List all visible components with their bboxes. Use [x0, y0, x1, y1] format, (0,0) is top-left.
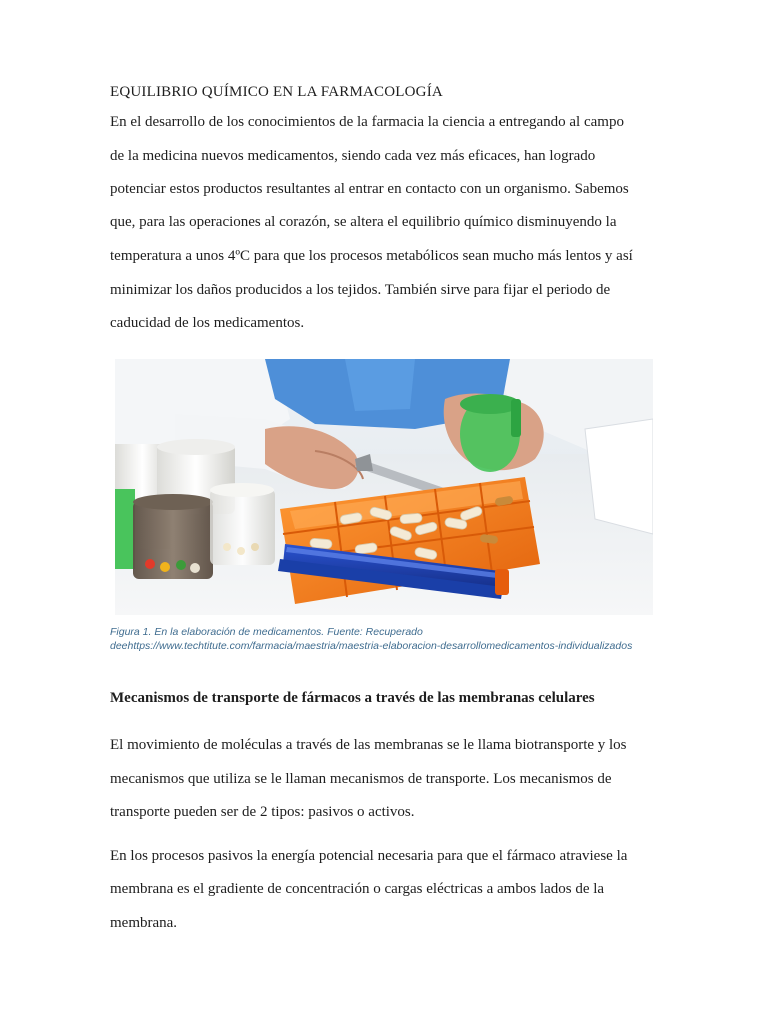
paragraph-line: caducidad de los medicamentos. [110, 315, 305, 331]
paragraph-line: potenciar estos productos resultantes al entrar en contacto con un organismo. Sabemos [110, 181, 629, 197]
paragraph-line: membrana es el gradiente de concentración o cargas eléctricas a ambos lados de la [110, 881, 605, 897]
caption-link[interactable]: deehttps://www.techtitute.com/farmacia/maestria/maestria-elaboracion-desarrollomedicamentos-individualizados [110, 640, 633, 652]
caption-line: Figura 1. En la elaboración de medicamentos. Fuente: Recuperado [110, 626, 423, 638]
paragraph-line: minimizar los daños producidos a los tejidos. También sirve para fijar el periodo de [110, 282, 611, 298]
paragraph-line: En los procesos pasivos la energía potencial necesaria para que el fármaco atraviese la [110, 848, 628, 864]
paragraph-line: En el desarrollo de los conocimientos de la farmacia la ciencia a entregando al campo [110, 114, 624, 130]
paragraph-line: de la medicina nuevos medicamentos, siendo cada vez más eficaces, han logrado [110, 148, 596, 164]
paragraph-line: temperatura a unos 4ºC para que los procesos metabólicos sean mucho más lentos y así [110, 248, 633, 264]
paragraph-line: transporte pueden ser de 2 tipos: pasivos o activos. [110, 804, 415, 820]
section-heading: Mecanismos de transporte de fármacos a través de las membranas celulares [110, 690, 595, 706]
pharmacy-photo [115, 359, 653, 615]
paragraph-line: membrana. [110, 915, 178, 931]
document-title: EQUILIBRIO QUÍMICO EN LA FARMACOLOGÍA [110, 84, 443, 100]
paragraph-line: que, para las operaciones al corazón, se altera el equilibrio químico disminuyendo la [110, 214, 617, 230]
paragraph-line: mecanismos que utiliza se le llaman mecanismos de transporte. Los mecanismos de [110, 771, 612, 787]
paragraph-line: El movimiento de moléculas a través de las membranas se le llama biotransporte y los [110, 737, 627, 753]
